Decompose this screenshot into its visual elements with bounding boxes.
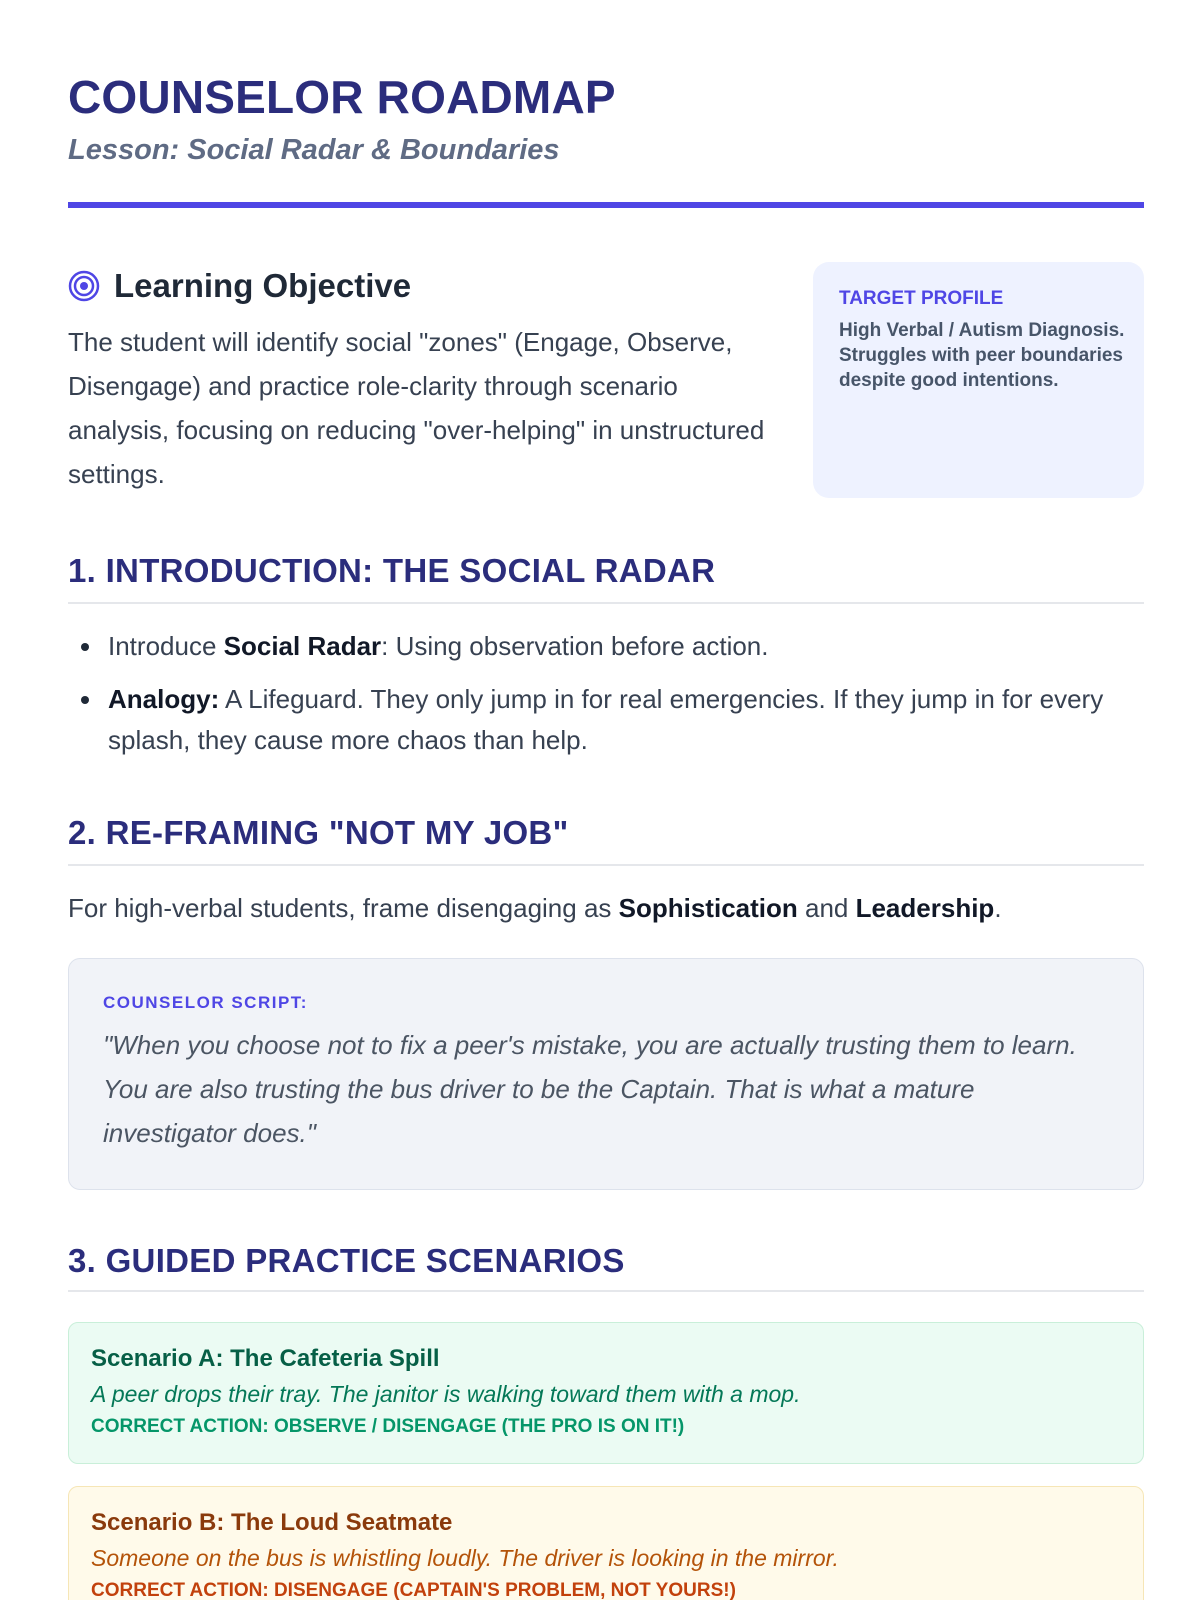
bullet-text: A Lifeguard. They only jump in for real emergencies. If they jump in for every splash, they cause more chaos than help. bbox=[108, 684, 1104, 755]
reframe-emphasis: Leadership bbox=[855, 893, 995, 923]
bullet-dot bbox=[81, 643, 89, 651]
target-icon bbox=[68, 270, 100, 302]
page-title: COUNSELOR ROADMAP bbox=[68, 71, 616, 123]
scenario-correct-action: CORRECT ACTION: DISENGAGE (CAPTAIN'S PROBLEM, NOT YOURS!) bbox=[91, 1580, 736, 1600]
reframe-text-part: . bbox=[994, 893, 1002, 923]
script-label: COUNSELOR SCRIPT: bbox=[103, 993, 308, 1012]
section-divider bbox=[68, 864, 1144, 866]
reframe-text bbox=[68, 890, 1002, 926]
scenario-card-b bbox=[68, 1486, 1144, 1600]
section-divider bbox=[68, 602, 1144, 604]
objective-text: The student will identify social "zones" (Engage, Observe, Disengage) and practice role-clarity through scenario analysis, focusing on reducing "over-helping" in unstructured settings. bbox=[68, 327, 765, 489]
scenario-title: Scenario A: The Cafeteria Spill bbox=[91, 1345, 440, 1372]
bullet-text: Introduce bbox=[108, 631, 224, 661]
lesson-subtitle: Lesson: Social Radar & Boundaries bbox=[68, 134, 560, 166]
introduction-list bbox=[68, 626, 1144, 773]
scenario-title: Scenario B: The Loud Seatmate bbox=[91, 1509, 453, 1536]
profile-text: High Verbal / Autism Diagnosis. Struggles with peer boundaries despite good intentions. bbox=[839, 320, 1125, 391]
bullet-dot bbox=[81, 696, 89, 704]
section-divider bbox=[68, 1290, 1144, 1292]
profile-label: TARGET PROFILE bbox=[839, 288, 1004, 309]
objective-header bbox=[68, 266, 768, 306]
scenario-correct-action: CORRECT ACTION: OBSERVE / DISENGAGE (THE PRO IS ON IT!) bbox=[91, 1416, 685, 1437]
bullet-emphasis: Social Radar bbox=[223, 631, 382, 661]
scenario-description: Someone on the bus is whistling loudly. The driver is looking in the mirror. bbox=[91, 1545, 839, 1571]
section-title-introduction: 1. INTRODUCTION: THE SOCIAL RADAR bbox=[68, 552, 716, 589]
bullet-text: : Using observation before action. bbox=[381, 631, 769, 661]
learning-objective bbox=[68, 266, 768, 496]
list-item bbox=[68, 626, 1144, 667]
counselor-script-box bbox=[68, 958, 1144, 1190]
list-item bbox=[68, 679, 1144, 761]
reframe-text-part: For high-verbal students, frame disengaging as bbox=[68, 893, 619, 923]
section-title-practice: 3. GUIDED PRACTICE SCENARIOS bbox=[68, 1242, 625, 1279]
title-divider bbox=[68, 202, 1144, 208]
reframe-emphasis: Sophistication bbox=[618, 893, 798, 923]
scenario-description: A peer drops their tray. The janitor is walking toward them with a mop. bbox=[91, 1381, 801, 1407]
script-quote: "When you choose not to fix a peer's mistake, you are actually trusting them to learn. You are also trusting the bus driver to be the Captain. That is what a mature investigator does." bbox=[103, 1030, 1077, 1148]
objective-title: Learning Objective bbox=[114, 267, 412, 304]
reframe-text-part: and bbox=[797, 893, 856, 923]
target-profile-card bbox=[813, 262, 1144, 498]
section-title-reframing: 2. RE-FRAMING "NOT MY JOB" bbox=[68, 814, 569, 851]
bullet-emphasis: Analogy: bbox=[108, 684, 220, 714]
scenario-card-a bbox=[68, 1322, 1144, 1464]
